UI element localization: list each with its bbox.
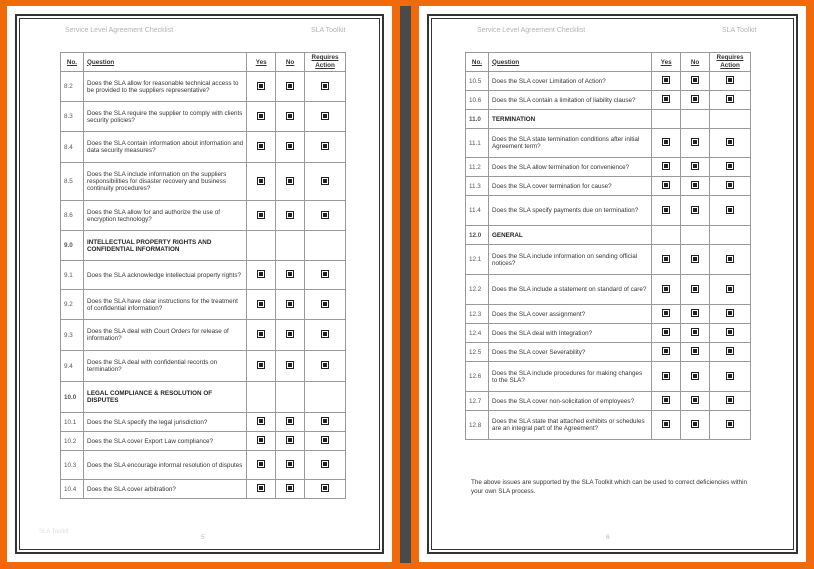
no-checkbox[interactable]: [691, 309, 699, 317]
requires-action-cell: [305, 132, 346, 163]
yes-checkbox[interactable]: [662, 138, 670, 146]
col-yes: Yes: [247, 53, 276, 72]
yes-cell: [652, 158, 681, 177]
item-question: Does the SLA cover Export Law compliance?: [83, 432, 246, 451]
no-cell: [681, 226, 710, 245]
section-row: [61, 231, 346, 261]
item-number: 10.1: [61, 413, 84, 432]
item-number: 11.0: [466, 110, 489, 129]
no-checkbox[interactable]: [691, 181, 699, 189]
no-checkbox[interactable]: [286, 142, 294, 150]
section-row: [61, 382, 346, 413]
requires-action-checkbox[interactable]: [321, 82, 329, 90]
yes-cell: [247, 290, 276, 320]
requires-action-checkbox[interactable]: [321, 270, 329, 278]
col-no-answer: No: [681, 53, 710, 72]
requires-action-checkbox[interactable]: [726, 372, 734, 380]
yes-checkbox[interactable]: [662, 285, 670, 293]
no-checkbox[interactable]: [286, 300, 294, 308]
requires-action-checkbox[interactable]: [321, 211, 329, 219]
item-number: 10.6: [466, 91, 489, 110]
requires-action-cell: [710, 129, 751, 158]
checklist-table-right: [465, 52, 751, 440]
checklist-row: [466, 91, 751, 110]
yes-cell: [652, 343, 681, 362]
yes-cell: [652, 129, 681, 158]
no-cell: [681, 343, 710, 362]
checklist-row: [61, 432, 346, 451]
header-title: Service Level Agreement Checklist: [477, 27, 586, 34]
item-question: Does the SLA cover termination for cause?: [488, 177, 651, 196]
requires-action-checkbox[interactable]: [726, 138, 734, 146]
requires-action-checkbox[interactable]: [321, 484, 329, 492]
no-cell: [681, 110, 710, 129]
no-cell: [681, 362, 710, 392]
yes-cell: [652, 324, 681, 343]
checklist-row: [61, 163, 346, 201]
section-row: [466, 110, 751, 129]
item-number: 9.4: [61, 351, 84, 382]
requires-action-cell: [305, 351, 346, 382]
page-divider: [400, 6, 411, 563]
requires-action-checkbox[interactable]: [726, 206, 734, 214]
yes-cell: [652, 305, 681, 324]
requires-action-checkbox[interactable]: [726, 181, 734, 189]
col-requires-action: Requires Action: [305, 53, 346, 72]
no-cell: [681, 305, 710, 324]
requires-action-cell: [305, 432, 346, 451]
no-cell: [681, 72, 710, 91]
yes-cell: [247, 102, 276, 132]
no-cell: [681, 324, 710, 343]
item-question: Does the SLA contain information about information and data security measures?: [83, 132, 246, 163]
yes-checkbox[interactable]: [662, 396, 670, 404]
no-cell: [681, 177, 710, 196]
item-question: TERMINATION: [488, 110, 651, 129]
yes-checkbox[interactable]: [662, 372, 670, 380]
no-checkbox[interactable]: [691, 95, 699, 103]
yes-checkbox[interactable]: [257, 112, 265, 120]
item-number: 8.4: [61, 132, 84, 163]
requires-action-cell: [710, 245, 751, 275]
yes-checkbox[interactable]: [662, 328, 670, 336]
item-number: 9.1: [61, 261, 84, 290]
no-cell: [681, 91, 710, 110]
yes-cell: [652, 91, 681, 110]
item-number: 12.2: [466, 275, 489, 305]
item-number: 10.3: [61, 451, 84, 480]
requires-action-checkbox[interactable]: [726, 328, 734, 336]
requires-action-cell: [710, 91, 751, 110]
yes-checkbox[interactable]: [257, 436, 265, 444]
no-cell: [276, 201, 305, 231]
yes-checkbox[interactable]: [662, 255, 670, 263]
no-checkbox[interactable]: [691, 285, 699, 293]
requires-action-checkbox[interactable]: [321, 112, 329, 120]
item-question: Does the SLA include a statement on standard of care?: [488, 275, 651, 305]
requires-action-checkbox[interactable]: [726, 347, 734, 355]
checklist-row: [61, 261, 346, 290]
checklist-row: [466, 324, 751, 343]
item-number: 8.6: [61, 201, 84, 231]
item-question: INTELLECTUAL PROPERTY RIGHTS AND CONFIDENTIAL INFORMATION: [83, 231, 246, 261]
item-question: Does the SLA allow termination for convenience?: [488, 158, 651, 177]
item-number: 11.3: [466, 177, 489, 196]
requires-action-cell: [710, 158, 751, 177]
item-number: 12.0: [466, 226, 489, 245]
col-requires-action: Requires Action: [710, 53, 751, 72]
checklist-row: [466, 158, 751, 177]
no-checkbox[interactable]: [286, 484, 294, 492]
requires-action-checkbox[interactable]: [321, 436, 329, 444]
no-checkbox[interactable]: [691, 206, 699, 214]
col-no: No.: [466, 53, 489, 72]
yes-checkbox[interactable]: [257, 300, 265, 308]
yes-checkbox[interactable]: [257, 142, 265, 150]
no-checkbox[interactable]: [286, 270, 294, 278]
item-question: Does the SLA specify payments due on termination?: [488, 196, 651, 226]
requires-action-checkbox[interactable]: [726, 309, 734, 317]
item-number: 12.4: [466, 324, 489, 343]
item-question: GENERAL: [488, 226, 651, 245]
no-cell: [276, 231, 305, 261]
yes-cell: [247, 132, 276, 163]
no-cell: [681, 275, 710, 305]
col-question: Question: [83, 53, 246, 72]
checklist-row: [466, 275, 751, 305]
requires-action-checkbox[interactable]: [321, 417, 329, 425]
yes-checkbox[interactable]: [257, 361, 265, 369]
yes-checkbox[interactable]: [662, 95, 670, 103]
item-question: Does the SLA have clear instructions for the treatment of confidential information?: [83, 290, 246, 320]
header-title: Service Level Agreement Checklist: [65, 27, 174, 34]
no-checkbox[interactable]: [286, 460, 294, 468]
checklist-row: [61, 201, 346, 231]
item-question: Does the SLA contain a limitation of liability clause?: [488, 91, 651, 110]
yes-checkbox[interactable]: [662, 347, 670, 355]
requires-action-cell: [305, 102, 346, 132]
item-number: 12.3: [466, 305, 489, 324]
yes-cell: [652, 245, 681, 275]
item-number: 9.3: [61, 320, 84, 351]
no-cell: [681, 392, 710, 411]
checklist-row: [61, 102, 346, 132]
requires-action-cell: [710, 343, 751, 362]
no-cell: [276, 163, 305, 201]
no-checkbox[interactable]: [691, 138, 699, 146]
yes-cell: [652, 411, 681, 440]
no-checkbox[interactable]: [691, 347, 699, 355]
yes-cell: [247, 261, 276, 290]
yes-checkbox[interactable]: [257, 82, 265, 90]
requires-action-cell: [305, 382, 346, 413]
no-cell: [276, 290, 305, 320]
no-cell: [276, 320, 305, 351]
requires-action-cell: [305, 320, 346, 351]
requires-action-cell: [710, 110, 751, 129]
item-question: Does the SLA include information on the suppliers responsibilities for disaster recovery and business continuity procedures?: [83, 163, 246, 201]
checklist-row: [61, 72, 346, 102]
requires-action-cell: [710, 226, 751, 245]
item-question: Does the SLA cover Limitation of Action?: [488, 72, 651, 91]
item-number: 9.0: [61, 231, 84, 261]
item-question: Does the SLA state termination conditions after initial Agreement term?: [488, 129, 651, 158]
yes-cell: [652, 275, 681, 305]
no-checkbox[interactable]: [691, 328, 699, 336]
requires-action-checkbox[interactable]: [321, 460, 329, 468]
no-cell: [681, 129, 710, 158]
requires-action-checkbox[interactable]: [726, 420, 734, 428]
col-yes: Yes: [652, 53, 681, 72]
requires-action-cell: [710, 275, 751, 305]
checklist-row: [466, 129, 751, 158]
item-question: Does the SLA acknowledge intellectual property rights?: [83, 261, 246, 290]
item-number: 11.1: [466, 129, 489, 158]
yes-cell: [247, 72, 276, 102]
header-toolkit: SLA Toolkit: [722, 27, 757, 34]
no-cell: [276, 480, 305, 499]
checklist-row: [61, 351, 346, 382]
no-cell: [276, 351, 305, 382]
item-question: Does the SLA allow for and authorize the use of encryption technology?: [83, 201, 246, 231]
col-question: Question: [488, 53, 651, 72]
requires-action-cell: [710, 72, 751, 91]
requires-action-checkbox[interactable]: [321, 330, 329, 338]
item-question: Does the SLA require the supplier to comply with clients security policies?: [83, 102, 246, 132]
yes-checkbox[interactable]: [662, 181, 670, 189]
no-checkbox[interactable]: [691, 162, 699, 170]
item-number: 8.5: [61, 163, 84, 201]
yes-cell: [247, 351, 276, 382]
item-number: 10.4: [61, 480, 84, 499]
no-cell: [276, 451, 305, 480]
yes-cell: [247, 382, 276, 413]
yes-checkbox[interactable]: [257, 330, 265, 338]
yes-cell: [652, 362, 681, 392]
requires-action-cell: [710, 196, 751, 226]
page-number: 5: [201, 534, 205, 541]
no-cell: [681, 196, 710, 226]
footer-note: SLA Toolkit: [39, 529, 69, 535]
item-question: Does the SLA cover non-solicitation of employees?: [488, 392, 651, 411]
no-checkbox[interactable]: [286, 211, 294, 219]
item-number: 8.3: [61, 102, 84, 132]
checklist-row: [466, 362, 751, 392]
header-toolkit: SLA Toolkit: [311, 27, 346, 34]
section-row: [466, 226, 751, 245]
item-number: 8.2: [61, 72, 84, 102]
requires-action-checkbox[interactable]: [726, 162, 734, 170]
requires-action-checkbox[interactable]: [726, 76, 734, 84]
closing-note: The above issues are supported by the SLA Toolkit which can be used to correct deficiencies within your own SLA process.: [471, 479, 748, 495]
page-number: 6: [606, 534, 610, 541]
item-number: 10.2: [61, 432, 84, 451]
yes-checkbox[interactable]: [257, 484, 265, 492]
checklist-row: [61, 320, 346, 351]
checklist-row: [61, 413, 346, 432]
yes-checkbox[interactable]: [257, 270, 265, 278]
no-cell: [276, 382, 305, 413]
no-checkbox[interactable]: [286, 330, 294, 338]
requires-action-cell: [710, 392, 751, 411]
item-question: Does the SLA include procedures for making changes to the SLA?: [488, 362, 651, 392]
requires-action-cell: [710, 411, 751, 440]
no-checkbox[interactable]: [286, 361, 294, 369]
yes-cell: [247, 231, 276, 261]
item-question: Does the SLA deal with Court Orders for release of information?: [83, 320, 246, 351]
yes-checkbox[interactable]: [257, 417, 265, 425]
requires-action-checkbox[interactable]: [726, 95, 734, 103]
yes-checkbox[interactable]: [257, 460, 265, 468]
yes-cell: [247, 480, 276, 499]
col-no: No.: [61, 53, 84, 72]
item-number: 12.7: [466, 392, 489, 411]
checklist-row: [466, 305, 751, 324]
yes-cell: [652, 226, 681, 245]
requires-action-checkbox[interactable]: [321, 300, 329, 308]
yes-checkbox[interactable]: [662, 420, 670, 428]
yes-cell: [247, 320, 276, 351]
right-page: [419, 6, 806, 562]
checklist-row: [61, 290, 346, 320]
checklist-row: [466, 177, 751, 196]
item-question: Does the SLA cover arbitration?: [83, 480, 246, 499]
no-checkbox[interactable]: [691, 372, 699, 380]
no-cell: [276, 132, 305, 163]
checklist-row: [466, 245, 751, 275]
checklist-row: [466, 411, 751, 440]
item-question: Does the SLA cover Severability?: [488, 343, 651, 362]
checklist-row: [61, 480, 346, 499]
requires-action-cell: [305, 72, 346, 102]
no-cell: [276, 261, 305, 290]
checklist-row: [466, 196, 751, 226]
yes-checkbox[interactable]: [257, 177, 265, 185]
no-checkbox[interactable]: [286, 436, 294, 444]
yes-cell: [652, 110, 681, 129]
yes-checkbox[interactable]: [257, 211, 265, 219]
no-cell: [276, 432, 305, 451]
col-no-answer: No: [276, 53, 305, 72]
item-question: Does the SLA deal with confidential records on termination?: [83, 351, 246, 382]
requires-action-cell: [305, 201, 346, 231]
yes-cell: [247, 432, 276, 451]
no-cell: [681, 245, 710, 275]
yes-cell: [652, 196, 681, 226]
item-number: 12.6: [466, 362, 489, 392]
item-question: Does the SLA state that attached exhibits or schedules are an integral part of the Agreement?: [488, 411, 651, 440]
item-question: Does the SLA allow for reasonable technical access to be provided to the suppliers representative?: [83, 72, 246, 102]
yes-cell: [247, 163, 276, 201]
item-question: Does the SLA deal with Integration?: [488, 324, 651, 343]
item-question: Does the SLA cover assignment?: [488, 305, 651, 324]
item-number: 11.2: [466, 158, 489, 177]
yes-cell: [652, 72, 681, 91]
item-question: Does the SLA encourage informal resolution of disputes: [83, 451, 246, 480]
requires-action-cell: [710, 362, 751, 392]
item-number: 12.5: [466, 343, 489, 362]
item-number: 9.2: [61, 290, 84, 320]
no-checkbox[interactable]: [286, 417, 294, 425]
item-number: 12.8: [466, 411, 489, 440]
yes-checkbox[interactable]: [662, 309, 670, 317]
no-checkbox[interactable]: [286, 82, 294, 90]
requires-action-checkbox[interactable]: [321, 142, 329, 150]
yes-cell: [247, 201, 276, 231]
checklist-row: [466, 72, 751, 91]
item-number: 11.4: [466, 196, 489, 226]
requires-action-checkbox[interactable]: [321, 177, 329, 185]
requires-action-checkbox[interactable]: [321, 361, 329, 369]
checklist-row: [466, 343, 751, 362]
no-checkbox[interactable]: [691, 396, 699, 404]
requires-action-checkbox[interactable]: [726, 396, 734, 404]
checklist-row: [61, 132, 346, 163]
yes-cell: [652, 177, 681, 196]
item-question: Does the SLA include information on sending official notices?: [488, 245, 651, 275]
requires-action-checkbox[interactable]: [726, 285, 734, 293]
requires-action-cell: [305, 231, 346, 261]
requires-action-cell: [305, 290, 346, 320]
requires-action-cell: [710, 305, 751, 324]
item-number: 10.5: [466, 72, 489, 91]
no-checkbox[interactable]: [691, 255, 699, 263]
requires-action-cell: [305, 451, 346, 480]
requires-action-cell: [305, 413, 346, 432]
no-cell: [276, 102, 305, 132]
yes-cell: [247, 413, 276, 432]
requires-action-cell: [305, 480, 346, 499]
yes-checkbox[interactable]: [662, 76, 670, 84]
yes-checkbox[interactable]: [662, 162, 670, 170]
item-question: Does the SLA specify the legal jurisdiction?: [83, 413, 246, 432]
checklist-row: [61, 451, 346, 480]
no-cell: [681, 158, 710, 177]
item-question: LEGAL COMPLIANCE & RESOLUTION OF DISPUTES: [83, 382, 246, 413]
yes-cell: [247, 451, 276, 480]
no-checkbox[interactable]: [286, 112, 294, 120]
requires-action-cell: [710, 324, 751, 343]
requires-action-cell: [305, 261, 346, 290]
no-checkbox[interactable]: [691, 76, 699, 84]
no-checkbox[interactable]: [691, 420, 699, 428]
checklist-table-left: [60, 52, 346, 499]
requires-action-checkbox[interactable]: [726, 255, 734, 263]
no-cell: [681, 411, 710, 440]
yes-cell: [652, 392, 681, 411]
yes-checkbox[interactable]: [662, 206, 670, 214]
item-number: 10.0: [61, 382, 84, 413]
checklist-row: [466, 392, 751, 411]
no-cell: [276, 72, 305, 102]
requires-action-cell: [710, 177, 751, 196]
left-page: [7, 6, 392, 562]
requires-action-cell: [305, 163, 346, 201]
no-cell: [276, 413, 305, 432]
item-number: 12.1: [466, 245, 489, 275]
no-checkbox[interactable]: [286, 177, 294, 185]
